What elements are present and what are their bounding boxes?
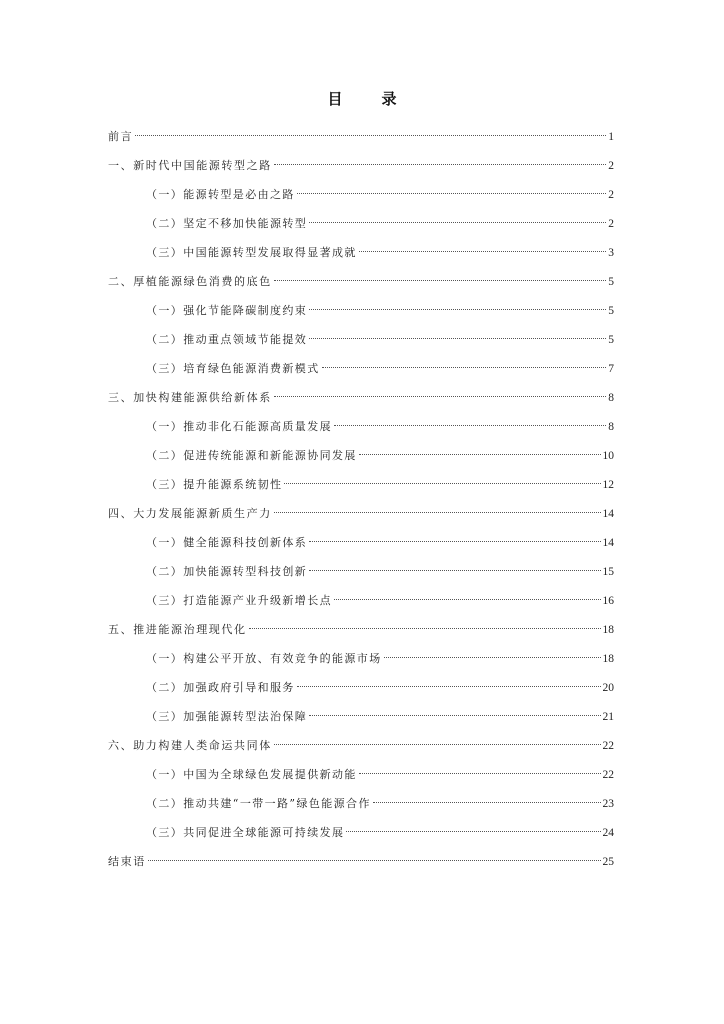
toc-page-number: 24 <box>602 827 614 839</box>
toc-entry-label: （三）培育绿色能源消费新模式 <box>146 362 320 375</box>
toc-subsection-entry[interactable] <box>108 472 614 501</box>
toc-section-entry[interactable] <box>108 501 614 530</box>
toc-page-number: 5 <box>608 334 614 346</box>
toc-page-number: 2 <box>608 218 614 230</box>
toc-subsection-entry[interactable] <box>108 762 614 791</box>
toc-dot-leader <box>274 164 606 165</box>
toc-section-entry[interactable] <box>108 385 614 414</box>
toc-entry-label: 一、新时代中国能源转型之路 <box>108 159 272 172</box>
toc-dot-leader <box>297 193 606 194</box>
toc-dot-leader <box>373 802 601 803</box>
toc-page-number: 18 <box>602 624 614 636</box>
toc-section-entry[interactable] <box>108 269 614 298</box>
toc-page-number: 22 <box>602 740 614 752</box>
toc-subsection-entry[interactable] <box>108 588 614 617</box>
toc-page-number: 2 <box>608 160 614 172</box>
toc-subsection-entry[interactable] <box>108 443 614 472</box>
toc-dot-leader <box>284 483 600 484</box>
toc-subsection-entry[interactable] <box>108 791 614 820</box>
toc-page-number: 12 <box>602 479 614 491</box>
toc-section-entry[interactable] <box>108 849 614 878</box>
toc-dot-leader <box>359 251 606 252</box>
toc-entry-label: （一）推动非化石能源高质量发展 <box>146 420 332 433</box>
toc-page-number: 5 <box>608 305 614 317</box>
toc-subsection-entry[interactable] <box>108 327 614 356</box>
toc-entry-label: （二）加快能源转型科技创新 <box>146 565 308 578</box>
toc-dot-leader <box>309 570 600 571</box>
toc-page-number: 14 <box>602 508 614 520</box>
table-of-contents <box>108 124 614 878</box>
toc-dot-leader <box>359 454 601 455</box>
toc-entry-label: （三）提升能源系统韧性 <box>146 478 283 491</box>
toc-page-number: 23 <box>602 798 614 810</box>
toc-entry-label: 二、厚植能源绿色消费的底色 <box>108 275 272 288</box>
toc-page-number: 21 <box>602 711 614 723</box>
toc-entry-label: （一）能源转型是必由之路 <box>146 188 295 201</box>
toc-dot-leader <box>334 599 601 600</box>
toc-entry-label: （二）推动共建“一带一路”绿色能源合作 <box>146 797 371 810</box>
toc-dot-leader <box>148 860 601 861</box>
toc-dot-leader <box>384 657 601 658</box>
toc-entry-label: （一）构建公平开放、有效竞争的能源市场 <box>146 652 382 665</box>
toc-dot-leader <box>274 744 601 745</box>
toc-entry-label: （二）加强政府引导和服务 <box>146 681 295 694</box>
toc-entry-label: 四、大力发展能源新质生产力 <box>108 507 272 520</box>
toc-page-number: 15 <box>602 566 614 578</box>
toc-entry-label: （三）共同促进全球能源可持续发展 <box>146 826 345 839</box>
toc-entry-label: （三）打造能源产业升级新增长点 <box>146 594 332 607</box>
toc-page-number: 2 <box>608 189 614 201</box>
toc-dot-leader <box>359 773 601 774</box>
toc-section-entry[interactable] <box>108 617 614 646</box>
toc-entry-label: 结束语 <box>108 855 146 868</box>
toc-page-number: 8 <box>608 392 614 404</box>
toc-page-number: 16 <box>602 595 614 607</box>
toc-dot-leader <box>309 541 600 542</box>
toc-page-number: 8 <box>608 421 614 433</box>
toc-subsection-entry[interactable] <box>108 820 614 849</box>
toc-entry-label: 五、推进能源治理现代化 <box>108 623 247 636</box>
toc-page-number: 3 <box>608 247 614 259</box>
toc-subsection-entry[interactable] <box>108 675 614 704</box>
toc-dot-leader <box>274 280 606 281</box>
toc-subsection-entry[interactable] <box>108 559 614 588</box>
toc-subsection-entry[interactable] <box>108 356 614 385</box>
toc-section-entry[interactable] <box>108 124 614 153</box>
toc-entry-label: （一）健全能源科技创新体系 <box>146 536 308 549</box>
page-title: 目 录 <box>327 90 409 108</box>
toc-dot-leader <box>309 222 606 223</box>
toc-page-number: 5 <box>608 276 614 288</box>
toc-dot-leader <box>309 338 606 339</box>
toc-entry-label: （一）强化节能降碳制度约束 <box>146 304 308 317</box>
toc-entry-label: （二）坚定不移加快能源转型 <box>146 217 308 230</box>
toc-dot-leader <box>274 512 601 513</box>
toc-section-entry[interactable] <box>108 153 614 182</box>
toc-dot-leader <box>346 831 600 832</box>
toc-page-number: 20 <box>602 682 614 694</box>
toc-page-number: 7 <box>608 363 614 375</box>
toc-subsection-entry[interactable] <box>108 414 614 443</box>
toc-dot-leader <box>135 135 606 136</box>
toc-subsection-entry[interactable] <box>108 211 614 240</box>
toc-entry-label: （三）中国能源转型发展取得显著成就 <box>146 246 357 259</box>
toc-subsection-entry[interactable] <box>108 182 614 211</box>
toc-dot-leader <box>322 367 607 368</box>
toc-page-number: 1 <box>608 131 614 143</box>
toc-dot-leader <box>334 425 606 426</box>
toc-page-number: 25 <box>602 856 614 868</box>
toc-page-number: 10 <box>602 450 614 462</box>
toc-subsection-entry[interactable] <box>108 298 614 327</box>
toc-entry-label: （一）中国为全球绿色发展提供新动能 <box>146 768 357 781</box>
toc-dot-leader <box>297 686 601 687</box>
toc-page-number: 14 <box>602 537 614 549</box>
toc-entry-label: （二）推动重点领域节能提效 <box>146 333 308 346</box>
toc-subsection-entry[interactable] <box>108 530 614 559</box>
toc-entry-label: （二）促进传统能源和新能源协同发展 <box>146 449 357 462</box>
toc-entry-label: 三、加快构建能源供给新体系 <box>108 391 272 404</box>
toc-entry-label: 前言 <box>108 130 134 143</box>
toc-entry-label: 六、助力构建人类命运共同体 <box>108 739 272 752</box>
toc-section-entry[interactable] <box>108 733 614 762</box>
toc-dot-leader <box>274 396 606 397</box>
toc-dot-leader <box>309 715 600 716</box>
toc-subsection-entry[interactable] <box>108 240 614 269</box>
toc-dot-leader <box>249 628 601 629</box>
toc-subsection-entry[interactable] <box>108 704 614 733</box>
toc-subsection-entry[interactable] <box>108 646 614 675</box>
toc-dot-leader <box>309 309 606 310</box>
toc-page-number: 22 <box>602 769 614 781</box>
toc-entry-label: （三）加强能源转型法治保障 <box>146 710 308 723</box>
toc-page-number: 18 <box>602 653 614 665</box>
